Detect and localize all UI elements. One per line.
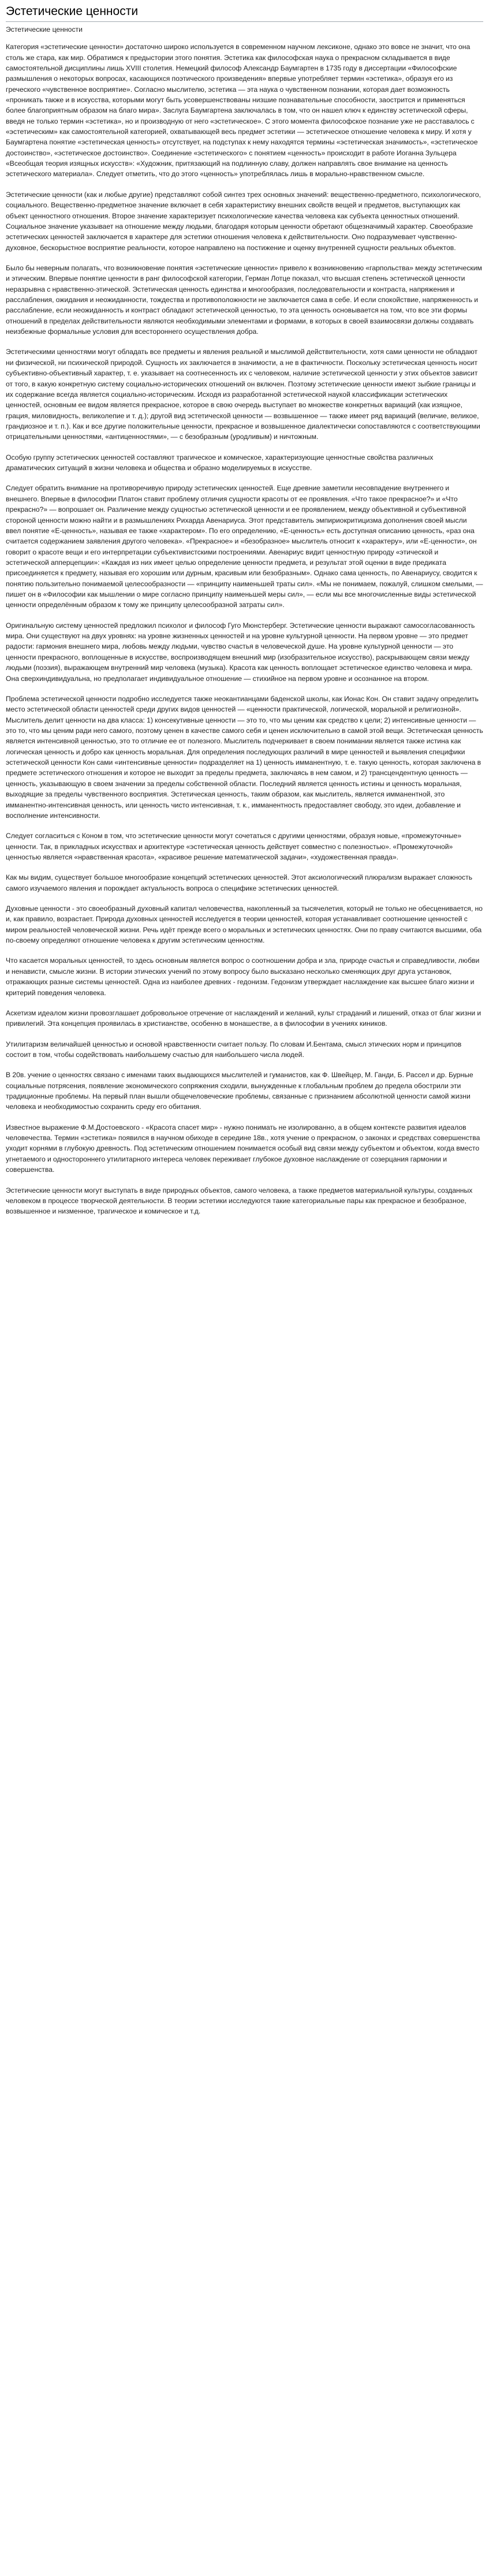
- paragraph: Было бы неверным полагать, что возникновение понятия «эстетические ценности» привело к возникновению «гарпольства» между эстетическим и этическим. Впервые понятие ценности в ранг философской категории, Герман Лотце показал, что высшая степень эстетической ценности неразрывна с нравственно-этической. Эстетическая ценность единства и многообразия, последовательности и контраста, напряжения и расслабления, ожидания и неожиданности, тождества и противоположности не заключается сама в себе. И если спокойствие, напряженность и расслабление, если неожиданность и контраст обладают эстетической ценностью, то эта ценность основывается на том, что все эти формы отношений в пределах действительности являются необходимыми элементами и формами, в которых в своей взаимосвязи должны создавать неизбежные формальные условия для всестороннего осуществления добра.: [6, 263, 482, 336]
- paragraph: Следует согласиться с Коном в том, что эстетические ценности могут сочетаться с другими ценностями, образуя новые, «промежуточные» ценности. Так, в прикладных искусствах и архитектуре «эстетическая ценность действует совместно с полезностью». «Промежуточной» ценностью является «нравственная красота», «красивое решение математической задачи», «художественная правда».: [6, 832, 462, 861]
- paragraph: Эстетическими ценностями могут обладать все предметы и явления реальной и мыслимой действительности, хотя сами ценности не обладают ни физической, ни психической природой. Сущность их заключается в значимости, а не в фактичности. Поскольку эстетическая ценность носит субъективно-объективный характер, т. е. указывает на соотнесенность их с человеком, наличие эстетической ценности у этих объектов зависит от того, в какую конкретную систему социально-исторических отношений он включен. Поэтому эстетические ценности имеют зыбкие границы и их содержание всегда является социально-историческим. Исходя из разработанной эстетической наукой классификации эстетических ценностей, основным ее видом является прекрасное, которое в свою очередь выступает во множестве конкретных вариаций (как изящное, грация, миловидность, великолепие и т. д.); другой вид эстетической ценности — возвышенное — также имеет ряд вариаций (величие, великое, грандиозное и т. п.). Как и все другие положительные ценности, прекрасное и возвышенное диалектически сопоставляются с соответствующими отрицательными ценностями, «антиценностями», — с безобразным (уродливым) и ничтожным.: [6, 348, 480, 441]
- paragraph: Эстетические ценности могут выступать в виде природных объектов, самого человека, а также предметов материальной культуры, созданных человеком в процессе творческой деятельности. В теории эстетики исследуются такие категориальные пары как прекрасное и безобразное, возвышенное и низменное, трагическое и комическое и т.д.: [6, 1186, 473, 1216]
- paragraph: Аскетизм идеалом жизни провозглашает добровольное отречение от наслаждений и желаний, культ страданий и лишений, отказ от благ жизни и привилегий. Эта концепция проявилась в христианстве, особенно в монашестве, а в философии в учениях киников.: [6, 1008, 481, 1028]
- paragraph: Оригинальную систему ценностей предложил психолог и философ Гуго Мюнстерберг. Эстетические ценности выражают самосогласованность мира. Они существуют на двух уровнях: на уровне жизненных ценностей и на уровне культурной ценности. На первом уровне — это предмет радости: гармония внешнего мира, любовь между людьми, чувство счастья в человеческой душе. На уровне культурной ценности — это ценности прекрасного, воплощенные в искусстве, воспроизводящем внешний мир (изобразительное искусство), раскрывающем связи между людьми (поэзия), выражающем внутренний мир человека (музыка). Красота как ценность воплощает эстетическое единство человека и мира. Она сверхиндивидуальна, но предполагает индивидуальное отношение — стихийное на первом уровне и осознанное на втором.: [6, 621, 475, 683]
- paragraph: Следует обратить внимание на противоречивую природу эстетических ценностей. Еще древние заметили несовпадение внутреннего и внешнего. Впервые в философии Платон ставит проблему отличия сущности красоты от ее проявления. «Что такое прекрасное?» и «Что прекрасно?» — вопрошает он. Различение между сущностью эстетической ценности и ее проявлением, между объективной и субъективной стороной ценности можно найти и в размышлениях Рихарда Авенариуса. Этот представитель эмпириокритицизма дополнения своей мысли ввел понятие «Е-ценность», называя ее также «характером». По его определению, «Е-ценность» есть доступная описанию ценность, «раз она считается содержанием заявления другого человека». «Прекрасное» и «безобразное» мыслитель относит к «характеру», или «Е-ценности», он говорит о красоте вещи и его интерпретации субъективистскими построениями. Авенариус видит ценностную природу «этической и эстетической апперцепции»: «Каждая из них имеет целью определение ценности предмета, и результат этой оценки в виде предиката присоединяется к предмету, называя его хорошим или дурным, красивым или безобразным». Однако сама ценность, по Авенариусу, сводится к понятию пользительно понимаемой целесообразности — «принципу наименьшей траты сил». «Мы не понимаем, пожалуй, слишком смелыми, — пишет он в «Философии как мышлении о мире согласно принципу наименьшей меры сил», — если мы все многочисленные виды эстетической ценности определённым образом к тому же принципу целесообразной затраты сил».: [6, 484, 483, 609]
- paragraph: В 20в. учение о ценностях связано с именами таких выдающихся мыслителей и гуманистов, как Ф. Швейцер, М. Ганди, Б. Рассел и др. Бурные социальные потрясения, появление экономического сопряжения сходили, вынужденные к глобальным проблем до предела обострили эти традиционные проблемы. На первый план вышли общечеловеческие проблемы, связанные с признанием абсолютной ценности самой жизни человека и необходимостью сохранить среду его обитания.: [6, 1071, 473, 1111]
- paragraph: Утилитаризм величайшей ценностью и основой нравственности считает пользу. По словам И.Бентама, смысл этических норм и принципов состоит в том, чтобы содействовать наибольшему счастью для наибольшего числа людей.: [6, 1040, 462, 1059]
- article-body: [6, 42, 483, 1217]
- paragraph: Эстетические ценности (как и любые другие) представляют собой синтез трех основных значений: вещественно-предметного, психологического, социального. Вещественно-предметное значение включает в себя характеристику внешних свойств вещей и предметов, выступающих как объект ценностного отношения. Второе значение характеризует психологические качества человека как субъекта ценностных отношений. Социальное значение указывает на отношение между людьми, благодаря которым ценности обретают общезначимый характер. Своеобразие эстетических ценностей заключается в характере для эстетики отношения человека к действительности. Оно подразумевает чувственно-духовное, бескорыстное восприятие реальности, которое направлено на постижение и оценку внутренней сущности реальных объектов.: [6, 190, 481, 252]
- paragraph: Проблема эстетической ценности подробно исследуется также неокантианцами баденской школы, как Ионас Кон. Он ставит задачу определить место эстетической области ценностей среди других видов ценностей — «ценности практической, логической, моральной и религиозной». Мыслитель делит ценности на два класса: 1) консекутивные ценности — это то, что мы ценим как средство к цели; 2) интенсивные ценности — это то, что мы ценим ради него самого, поэтому ценен в качестве самого себя и ценен исключительно в самой этой вещи. Эстетическая ценность является интенсивной ценностью, это то отличие ее от полезного. Мыслитель подчеркивает в своем понимании является также истина как логическая ценность и добро как ценность моральная. Для определения последующих различий в мире ценностей и выявления специфики эстетической ценности Кон сами «интенсивные ценности» подразделяет на 1) ценность имманентную, т. е. такую ценность, которая заключена в предмете эстетического отношения и которое не выходит за пределы предмета, заключаясь в нем самом, и 2) трансцендентную ценность — ценность, указывающую в своем значении за пределы собственной области. Последний является ценность истины и ценность моральная, выходящие за пределы чувственного восприятия. Эстетическая ценность, таким образом, как мыслитель, является имманентной, это имманентно-интенсивная ценность, или ценность чисто интенсивная, т. к., имманентность предоставляет свободу, это идеи, добавление и восполнение интенсивности.: [6, 694, 483, 820]
- paragraph: Что касается моральных ценностей, то здесь основным является вопрос о соотношении добра и зла, природе счастья и справедливости, любви и ненависти, смысле жизни. В истории этических учений по этому вопросу было высказано несколько сменяющих друг друга установок, отражающих разные системы ценностей. Одна из наиболее древних - гедонизм. Гедонизм утверждает наслаждение как высшее благо жизни и критерий поведения человека.: [6, 956, 480, 997]
- paragraph: Категория «эстетические ценности» достаточно широко используется в современном научном лексиконе, однако это вовсе не значит, что она столь же стара, как мир. Обратимся к предыстории этого понятия. Эстетика как философская наука о прекрасном складывается в виде самостоятельной дисциплины лишь XVIII столетия. Немецкий философ Александр Баумгартен в 1735 году в диссертации «Философские размышления о некоторых вопросах, касающихся поэтического произведения» впервые употребляет термин «эстетика», образуя его из греческого «чувственное восприятие». Согласно мыслителю, эстетика — эта наука о чувственном познании, которая дает возможность «проникать также и в искусства, которыми могут быть усовершенствованы низшие познавательные способности, заострится и применяться более благоприятным образом на благо мира». Заслуга Баумгартена заключалась в том, что он нашел ключ к единству эстетической сферы, введя не только термин «эстетика», но и производную от него «эстетическое». С этого момента философское познание уже не расставалось с «эстетическим» как самостоятельной категорией, охватывающей весь предмет эстетики — эстетическое отношение человека к миру. И хотя у Баумгартена понятие «эстетическая ценность» отсутствует, на подступах к нему находятся термины «эстетическая значимость», «эстетическое достоинство», «эстетическое достоинство». Соединение «эстетического» с понятием «ценность» происходит в работе Иоганна Зульцера «Всеобщая теория изящных искусств»: «Художник, притязающий на подлинную славу, должен направлять свое внимание на ценность эстетического материала». Следует отметить, что до этого «ценность» употреблялась лишь в морально-нравственном смысле.: [6, 43, 478, 178]
- paragraph: Особую группу эстетических ценностей составляют трагическое и комическое, характеризующие ценностные свойства различных драматических ситуаций в жизни человека и общества и образно моделируемых в искусстве.: [6, 453, 434, 472]
- paragraph: Духовные ценности - это своеобразный духовный капитал человечества, накопленный за тысячелетия, который не только не обесценивается, но и, как правило, возрастает. Природа духовных ценностей исследуется в теории ценностей, которая устанавливает соотношение ценностей с миром реальностей человеческой жизни. Речь идёт прежде всего о моральных и эстетических ценностях. Они по праву считаются высшими, оба по-своему определяют отношение человека к другим эстетическим ценностям.: [6, 904, 483, 945]
- article-subtitle: Эстетические ценности: [6, 25, 83, 34]
- paragraph: Известное выражение Ф.М.Достоевского - «Красота спасет мир» - нужно понимать не изолированно, а в общем контексте развития идеалов человечества. Термин «эстетика» появился в научном обиходе в середине 18в., хотя учение о прекрасном, о законах и средствах совершенства уходит корнями в глубокую древность. Под эстетическим отношением понимается особый вид связи между субъектом и объектом, когда вместо угнетаемого и одностороннего утилитарного интереса человек переживает глубокое духовное наслаждение от созерцания гармонии и совершенства.: [6, 1123, 480, 1174]
- paragraph: Как мы видим, существует большое многообразие концепций эстетических ценностей. Этот аксиологический плюрализм выражает сложность самого изучаемого явления и порождает актуальность вопроса о специфике эстетических ценностей.: [6, 873, 473, 892]
- page-title: Эстетические ценности: [6, 5, 483, 22]
